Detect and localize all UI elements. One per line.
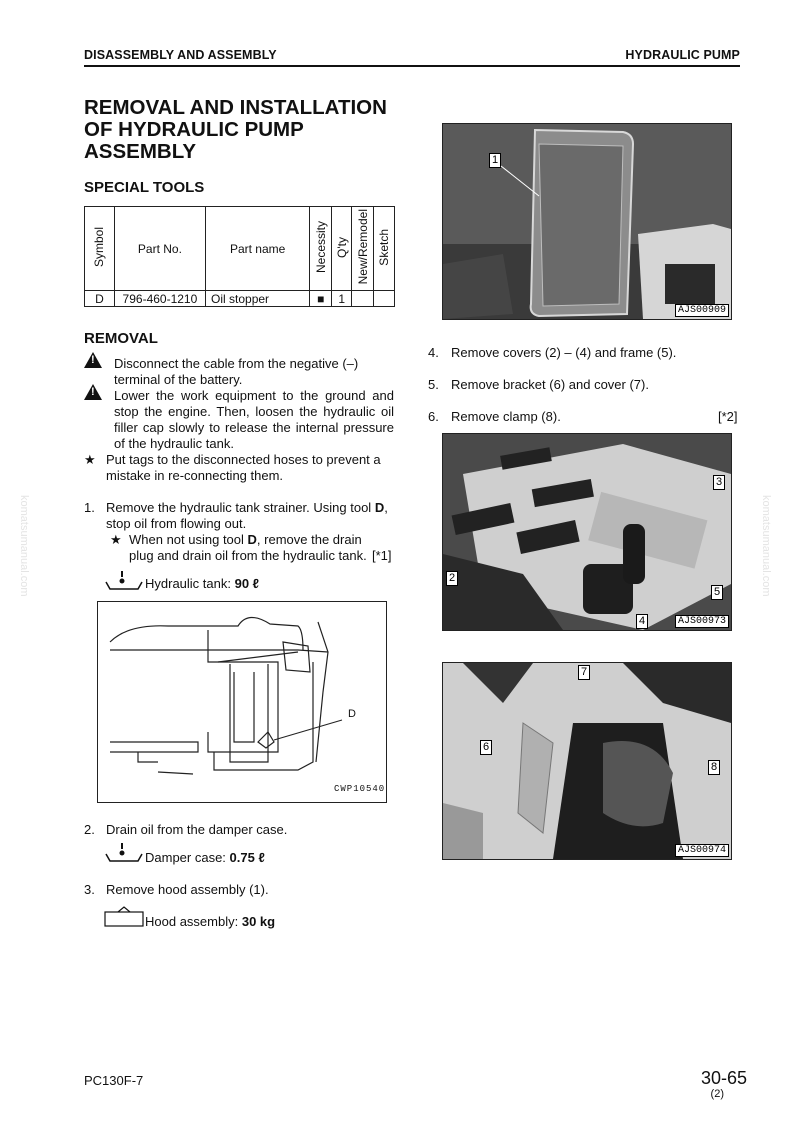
callout-5: 5 (711, 585, 723, 600)
warning-2-text: Lower the work equipment to the ground and stop the engine. Then, loosen the hydraulic oil filler cap slowly to release the internal pressure of the hydraulic tank. (114, 388, 394, 451)
hood-weight: Hood assembly: 30 kg (145, 914, 276, 929)
callout-leader (443, 124, 731, 319)
star-icon: ★ (110, 532, 122, 547)
header-section: DISASSEMBLY AND ASSEMBLY (84, 48, 277, 62)
oil-drain-icon (104, 842, 144, 864)
watermark-left: komatsumanual.com (18, 495, 30, 597)
col-symbol: Symbol (85, 207, 115, 291)
photo-code: AJS00974 (675, 844, 729, 857)
step-number: 1. (84, 500, 95, 515)
photo-covers (442, 433, 732, 631)
damper-case-quantity: Damper case: 0.75 ℓ (145, 850, 265, 865)
step-number: 6. (428, 409, 439, 424)
callout-3: 3 (713, 475, 725, 490)
warning-icon (84, 384, 102, 400)
step-1-ref: [*1] (372, 548, 392, 563)
table-row: D 796-460-1210 Oil stopper ■ 1 (85, 291, 395, 307)
step-number: 5. (428, 377, 439, 392)
figure-code: CWP10540 (334, 784, 386, 794)
step-6-text: Remove clamp (8). (451, 409, 561, 424)
star-note-text: Put tags to the disconnected hoses to prevent a mistake in re-connecting them. (106, 452, 381, 483)
page-title: REMOVAL AND INSTALLATION OF HYDRAULIC PUMP ASSEMBLY (84, 96, 387, 163)
header-rule (84, 65, 740, 67)
callout-8: 8 (708, 760, 720, 775)
callout-2: 2 (446, 571, 458, 586)
step-number: 3. (84, 882, 95, 897)
removal-heading: REMOVAL (84, 330, 158, 347)
step-1-star-text: When not using tool D, remove the drain plug and drain oil from the hydraulic tank. (129, 532, 367, 563)
photo-code: AJS00973 (675, 615, 729, 628)
weight-icon (104, 904, 144, 928)
step-2-text: Drain oil from the damper case. (106, 822, 288, 837)
warning-1-text: Disconnect the cable from the negative (–) terminal of the battery. (114, 356, 359, 387)
step-number: 2. (84, 822, 95, 837)
photo-code: AJS00909 (675, 304, 729, 317)
callout-6: 6 (480, 740, 492, 755)
col-qty: Q'ty (332, 207, 352, 291)
step-number: 4. (428, 345, 439, 360)
step-4-text: Remove covers (2) – (4) and frame (5). (451, 345, 677, 360)
callout-4: 4 (636, 614, 648, 629)
step-3-text: Remove hood assembly (1). (106, 882, 269, 897)
watermark-right: komatsumanual.com (760, 495, 772, 597)
col-sketch: Sketch (374, 207, 395, 291)
oil-drain-icon (104, 570, 144, 592)
special-tools-heading: SPECIAL TOOLS (84, 179, 205, 196)
photo-bracket-clamp (442, 662, 732, 860)
strainer-figure (97, 601, 387, 803)
special-tools-table (84, 206, 395, 307)
footer-rev: (2) (710, 1088, 724, 1100)
photo-hood-assembly (442, 123, 732, 320)
step-5-text: Remove bracket (6) and cover (7). (451, 377, 649, 392)
col-new-remodel: New/Remodel (352, 207, 374, 291)
figure-label-d: D (348, 708, 356, 720)
header-chapter: HYDRAULIC PUMP (625, 48, 740, 62)
star-icon: ★ (84, 452, 96, 467)
footer-page: 30-65 (700, 1068, 747, 1088)
col-part-no: Part No. (114, 207, 205, 291)
warning-icon (84, 352, 102, 368)
step-1-text: Remove the hydraulic tank strainer. Using tool D, stop oil from flowing out. (106, 500, 388, 531)
footer-model: PC130F-7 (84, 1073, 144, 1088)
callout-7: 7 (578, 665, 590, 680)
col-necessity: Necessity (310, 207, 332, 291)
hydraulic-tank-quantity: Hydraulic tank: 90 ℓ (145, 576, 260, 591)
callout-1: 1 (489, 153, 501, 168)
step-6-ref: [*2] (718, 409, 738, 424)
col-part-name: Part name (206, 207, 310, 291)
